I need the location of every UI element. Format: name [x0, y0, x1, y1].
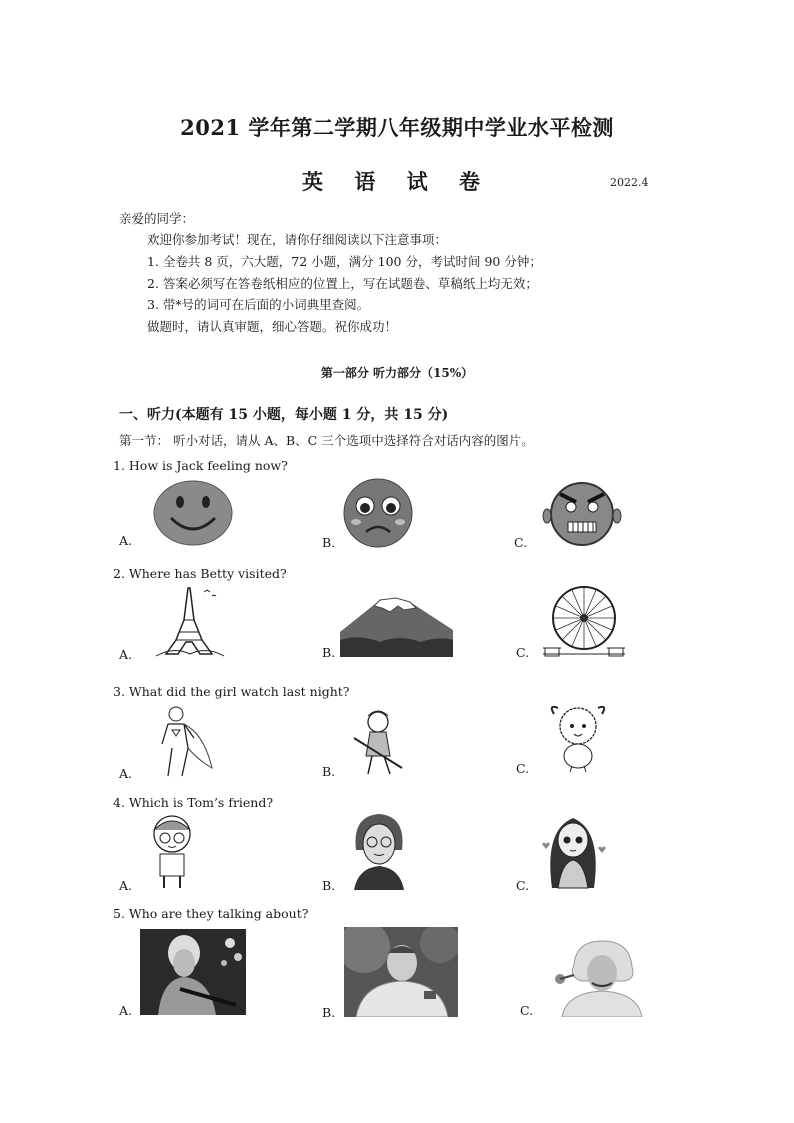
- astronaut-portrait-image: [344, 927, 458, 1017]
- notice-greeting: 亲爱的同学：: [119, 211, 195, 226]
- mount-fuji-image: [340, 590, 453, 657]
- section-heading: 一、听力(本题有 15 小题，每小题 1 分，共 15 分): [119, 407, 449, 423]
- exam-title: 2021 学年第二学期八年级期中学业水平检测: [180, 115, 614, 140]
- q4-option-b[interactable]: B.: [322, 878, 336, 893]
- q4-option-c[interactable]: C.: [516, 878, 530, 893]
- question-1-text: 1. How is Jack feeling now?: [113, 458, 288, 473]
- monkey-king-image: [350, 708, 410, 778]
- long-haired-girl-image: [540, 810, 606, 890]
- question-5-text: 5. Who are they talking about?: [113, 906, 309, 921]
- notice-item-2: 2. 答案必须写在答卷纸相应的位置上，写在试题卷、草稿纸上均无效；: [147, 276, 538, 291]
- q2-option-b[interactable]: B.: [322, 645, 336, 660]
- q1-option-c[interactable]: C.: [514, 535, 528, 550]
- boy-with-glasses-image: [148, 812, 196, 890]
- q3-option-c[interactable]: C.: [516, 761, 530, 776]
- notice-item-3: 3. 带*号的词可在后面的小词典里查阅。: [147, 297, 370, 312]
- notice-intro: 欢迎你参加考试！现在，请你仔细阅读以下注意事项：: [147, 232, 448, 247]
- q3-option-b[interactable]: B.: [322, 764, 336, 779]
- q5-option-a[interactable]: A.: [119, 1003, 133, 1018]
- q5-option-c[interactable]: C.: [520, 1003, 534, 1018]
- question-2-text: 2. Where has Betty visited?: [113, 566, 287, 581]
- part-heading: 第一部分 听力部分（15%）: [320, 366, 474, 380]
- q1-option-a[interactable]: A.: [119, 533, 133, 548]
- superman-image: [154, 704, 216, 780]
- q2-option-c[interactable]: C.: [516, 645, 530, 660]
- angry-face-image: [542, 478, 622, 546]
- exam-subtitle: 英 语 试 卷: [302, 169, 492, 194]
- question-3-text: 3. What did the girl watch last night?: [113, 684, 350, 699]
- ferris-wheel-image: [541, 584, 627, 660]
- q1-option-b[interactable]: B.: [322, 535, 336, 550]
- question-4-text: 4. Which is Tom’s friend?: [113, 795, 274, 810]
- exam-date: 2022.4: [610, 176, 649, 189]
- woman-with-glasses-image: [350, 810, 408, 890]
- cartoon-sheep-image: [548, 704, 608, 772]
- violinist-portrait-image: [140, 929, 246, 1015]
- eiffel-tower-image: [154, 584, 226, 660]
- white-haired-man-portrait-image: [546, 935, 648, 1017]
- smiling-face-image: [153, 480, 233, 546]
- notice-item-1: 1. 全卷共 8 页，六大题，72 小题，满分 100 分，考试时间 90 分钟；: [147, 254, 542, 269]
- q5-option-b[interactable]: B.: [322, 1005, 336, 1020]
- q2-option-a[interactable]: A.: [119, 647, 133, 662]
- q3-option-a[interactable]: A.: [119, 766, 133, 781]
- notice-closing: 做题时，请认真审题，细心答题。祝你成功！: [147, 319, 398, 334]
- section-subheading: 第一节： 听小对话，请从 A、B、C 三个选项中选择符合对话内容的图片。: [119, 433, 534, 448]
- q4-option-a[interactable]: A.: [119, 878, 133, 893]
- crying-face-image: [340, 478, 416, 548]
